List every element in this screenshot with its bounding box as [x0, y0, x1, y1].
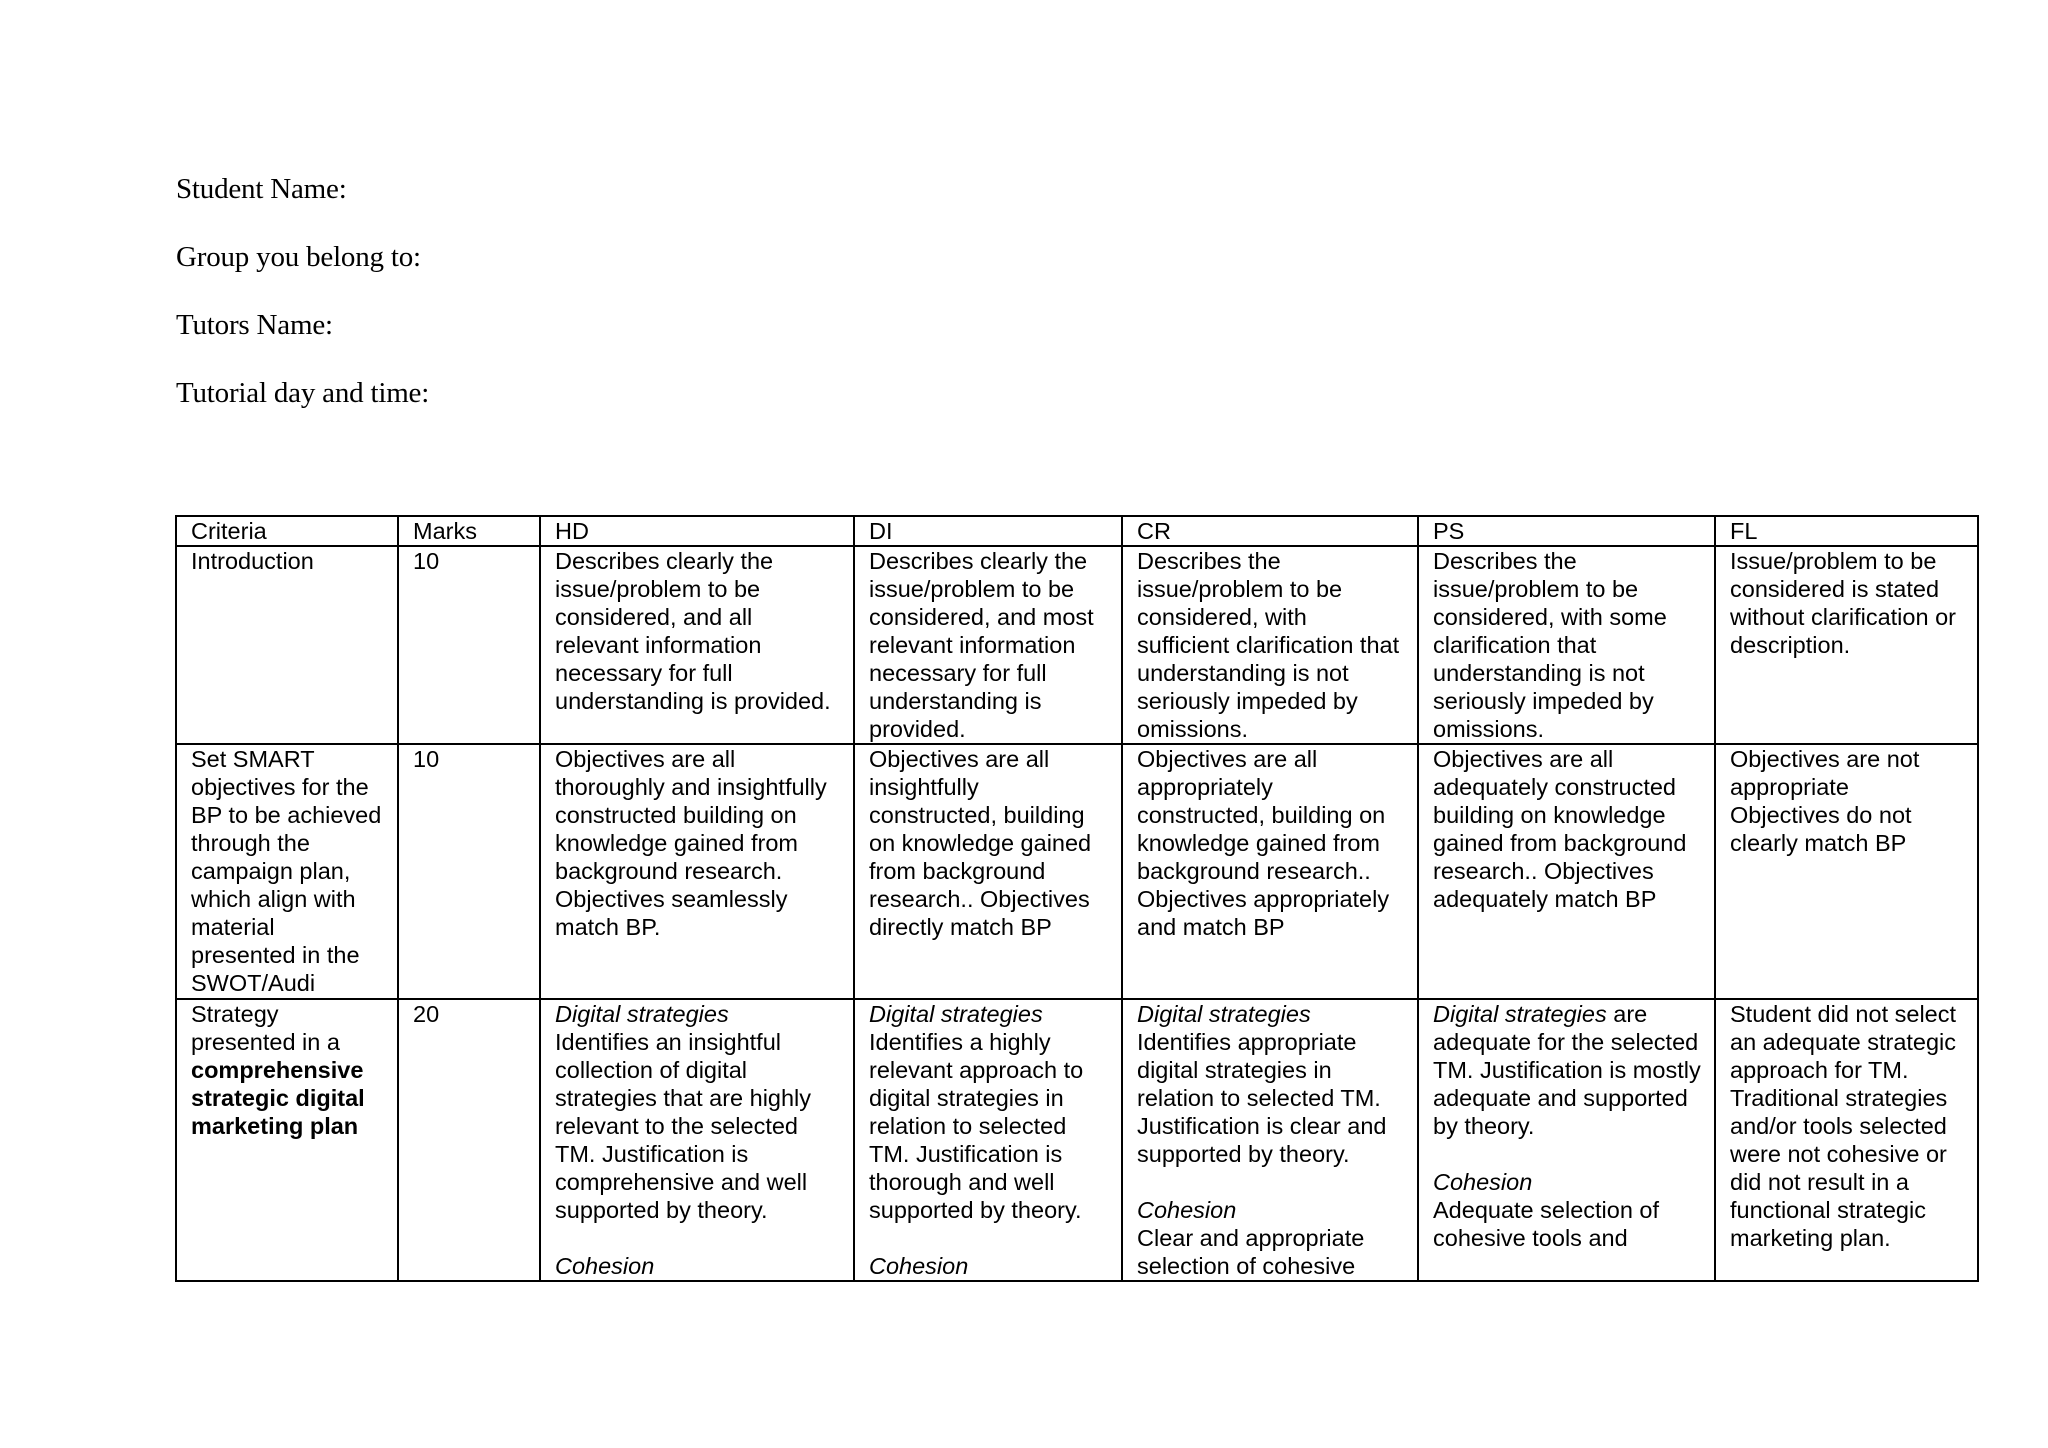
hd-cell	[540, 999, 854, 1281]
fl-cell: Student did not select an adequate strategic approach for TM. Traditional strategies and/or tools selected were not cohesive or did not result in a functional strategic marketing plan.	[1715, 999, 1978, 1281]
cr-subheading-cohesion: Cohesion	[1137, 1197, 1237, 1223]
ps-subheading: Digital strategies	[1433, 1001, 1607, 1027]
ps-cell: Objectives are all adequately constructed building on knowledge gained from background research.. Objectives adequately match BP	[1418, 744, 1715, 999]
cr-cell: Describes the issue/problem to be considered, with sufficient clarification that understanding is not seriously impeded by omissions.	[1122, 546, 1418, 744]
ps-cell: Describes the issue/problem to be considered, with some clarification that understanding is not seriously impeded by omissions.	[1418, 546, 1715, 744]
di-text: Identifies a highly relevant approach to digital strategies in relation to selected TM. Justification is thorough and well supported by theory.	[869, 1029, 1084, 1223]
header-ps: PS	[1418, 516, 1715, 546]
hd-text: Identifies an insightful collection of digital strategies that are highly relevant to the selected TM. Justification is comprehensive and well supported by theory.	[555, 1029, 812, 1223]
cr-text: Identifies appropriate digital strategies in relation to selected TM. Justification is clear and supported by theory.	[1137, 1029, 1387, 1167]
di-subheading: Digital strategies	[869, 1001, 1043, 1027]
criteria-cell: Set SMART objectives for the BP to be achieved through the campaign plan, which align with material presented in the SWOT/Audi	[176, 744, 398, 999]
di-subheading-cohesion: Cohesion	[869, 1253, 969, 1279]
marks-cell: 10	[398, 744, 540, 999]
header-fl: FL	[1715, 516, 1978, 546]
marks-cell: 10	[398, 546, 540, 744]
header-marks: Marks	[398, 516, 540, 546]
ps-cell	[1418, 999, 1715, 1281]
table-row	[176, 999, 1978, 1281]
cr-text-cohesion: Clear and appropriate selection of cohesive	[1137, 1225, 1365, 1279]
table-header-row	[176, 516, 1978, 546]
marks-cell: 20	[398, 999, 540, 1281]
header-hd: HD	[540, 516, 854, 546]
student-name-label: Student Name:	[176, 173, 347, 205]
hd-subheading: Digital strategies	[555, 1001, 729, 1027]
criteria-cell	[176, 999, 398, 1281]
hd-subheading-cohesion: Cohesion	[555, 1253, 655, 1279]
di-cell: Describes clearly the issue/problem to be considered, and most relevant information necessary for full understanding is provided.	[854, 546, 1122, 744]
ps-text	[1433, 1000, 1702, 1140]
fl-cell: Issue/problem to be considered is stated without clarification or description.	[1715, 546, 1978, 744]
header-cr: CR	[1122, 516, 1418, 546]
header-criteria: Criteria	[176, 516, 398, 546]
di-cell	[854, 999, 1122, 1281]
table-row	[176, 744, 1978, 999]
cr-subheading: Digital strategies	[1137, 1001, 1311, 1027]
tutorial-time-label: Tutorial day and time:	[176, 377, 430, 409]
di-cell: Objectives are all insightfully constructed, building on knowledge gained from background research.. Objectives directly match BP	[854, 744, 1122, 999]
student-details	[176, 172, 429, 444]
group-label: Group you belong to:	[176, 241, 421, 273]
ps-subheading-cohesion: Cohesion	[1433, 1169, 1533, 1195]
ps-text-body: are adequate for the selected TM. Justification is mostly adequate and supported by theory.	[1433, 1001, 1701, 1139]
criteria-cell: Introduction	[176, 546, 398, 744]
cr-cell: Objectives are all appropriately constructed, building on knowledge gained from background research.. Objectives appropriately and match BP	[1122, 744, 1418, 999]
marking-rubric-table	[175, 515, 1979, 1282]
header-di: DI	[854, 516, 1122, 546]
table-row	[176, 546, 1978, 744]
tutor-name-label: Tutors Name:	[176, 309, 333, 341]
cr-cell	[1122, 999, 1418, 1281]
hd-cell: Describes clearly the issue/problem to be considered, and all relevant information necessary for full understanding is provided.	[540, 546, 854, 744]
criteria-emphasis: comprehensive strategic digital marketing plan	[191, 1057, 365, 1139]
hd-cell: Objectives are all thoroughly and insightfully constructed building on knowledge gained from background research. Objectives seamlessly match BP.	[540, 744, 854, 999]
ps-text-cohesion: Adequate selection of cohesive tools and	[1433, 1197, 1660, 1251]
fl-cell: Objectives are not appropriate Objectives do not clearly match BP	[1715, 744, 1978, 999]
criteria-text: Strategy presented in a	[191, 1001, 340, 1055]
